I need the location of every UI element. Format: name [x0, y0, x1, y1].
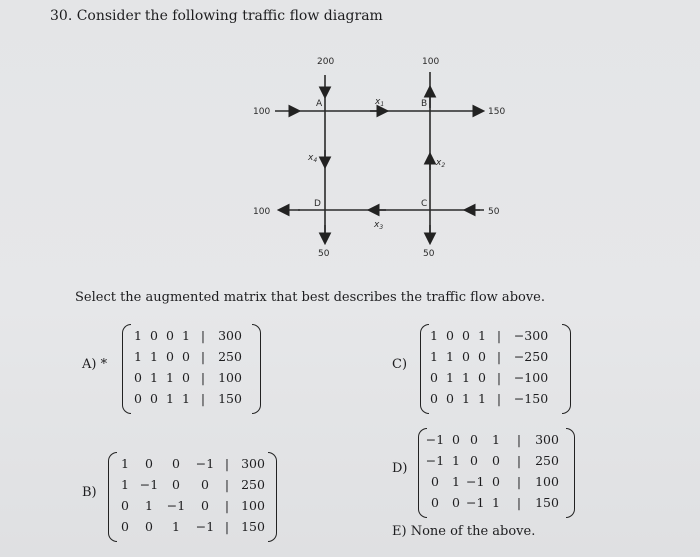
matrix-entry: 1 [462, 370, 470, 385]
option-b-matrix[interactable] [108, 452, 278, 544]
matrix-entry: 1 [452, 453, 460, 468]
matrix-entry: 1 [121, 477, 129, 492]
matrix-row [420, 391, 572, 411]
matrix-entry: 0 [150, 391, 158, 406]
question-number: 30. [50, 8, 73, 24]
matrix-entry: −300 [513, 328, 549, 343]
augment-bar: | [516, 495, 522, 510]
option-e[interactable]: E) None of the above. [392, 524, 536, 539]
matrix-row [122, 349, 262, 369]
augment-bar: | [516, 453, 522, 468]
augment-bar: | [224, 498, 230, 513]
matrix-entry: 1 [134, 328, 142, 343]
matrix-entry: 150 [218, 391, 242, 406]
augment-bar: | [200, 391, 206, 406]
matrix-entry: −1 [425, 453, 445, 468]
matrix-row [108, 519, 278, 539]
matrix-entry: 1 [452, 474, 460, 489]
augment-bar: | [224, 477, 230, 492]
matrix-row [108, 456, 278, 476]
matrix-entry: 1 [430, 328, 438, 343]
matrix-entry: 0 [492, 453, 500, 468]
matrix-entry: 0 [470, 432, 478, 447]
matrix-entry: 0 [150, 328, 158, 343]
matrix-row [420, 370, 572, 390]
matrix-entry: 250 [218, 349, 242, 364]
matrix-row [418, 474, 576, 494]
correct-mark: * [100, 357, 108, 372]
option-d-matrix[interactable] [418, 428, 576, 520]
matrix-entry: 0 [446, 391, 454, 406]
matrix-entry: 1 [446, 349, 454, 364]
matrix-entry: 0 [446, 328, 454, 343]
var-x3: $x_3$ [374, 220, 384, 231]
matrix-entry: 0 [121, 498, 129, 513]
node-a: A [316, 99, 323, 109]
matrix-entry: 1 [150, 349, 158, 364]
augment-bar: | [200, 328, 206, 343]
augment-bar: | [496, 370, 502, 385]
matrix-entry: 1 [150, 370, 158, 385]
matrix-row [418, 495, 576, 515]
augment-bar: | [200, 349, 206, 364]
matrix-entry: −1 [466, 495, 485, 510]
matrix-entry: 1 [182, 391, 190, 406]
matrix-row [420, 328, 572, 348]
matrix-entry: 0 [478, 349, 486, 364]
matrix-entry: 0 [182, 370, 190, 385]
label-top-right-100: 100 [422, 57, 440, 67]
matrix-entry: 0 [172, 456, 180, 471]
matrix-entry: 100 [535, 474, 559, 489]
matrix-entry: 0 [172, 477, 180, 492]
matrix-entry: 0 [145, 519, 153, 534]
matrix-entry: 0 [462, 328, 470, 343]
option-d-label[interactable]: D) [392, 461, 408, 476]
matrix-entry: 150 [241, 519, 265, 534]
augment-bar: | [496, 391, 502, 406]
matrix-entry: 100 [218, 370, 242, 385]
matrix-entry: 300 [218, 328, 242, 343]
augment-bar: | [496, 349, 502, 364]
var-x4: $x_4$ [308, 153, 318, 164]
matrix-row [418, 453, 576, 473]
option-c-matrix[interactable] [420, 324, 572, 416]
matrix-row [122, 328, 262, 348]
question-prompt: Select the augmented matrix that best describes the traffic flow above. [75, 290, 546, 305]
matrix-entry: 1 [446, 370, 454, 385]
matrix-entry: −1 [139, 477, 159, 492]
matrix-entry: 0 [452, 432, 460, 447]
matrix-entry: 1 [166, 391, 174, 406]
matrix-entry: −1 [195, 519, 215, 534]
label-right-bottom-50: 50 [488, 207, 500, 217]
matrix-entry: −1 [166, 498, 186, 513]
augment-bar: | [224, 456, 230, 471]
label-bottom-left-50: 50 [318, 249, 330, 259]
label-left-top-100: 100 [253, 107, 271, 117]
matrix-entry: 1 [462, 391, 470, 406]
matrix-entry: 0 [462, 349, 470, 364]
matrix-entry: 300 [535, 432, 559, 447]
augment-bar: | [224, 519, 230, 534]
matrix-row [420, 349, 572, 369]
matrix-entry: −250 [513, 349, 549, 364]
matrix-entry: 0 [478, 370, 486, 385]
matrix-entry: 0 [121, 519, 129, 534]
matrix-entry: 0 [452, 495, 460, 510]
matrix-entry: 0 [430, 370, 438, 385]
matrix-entry: 0 [431, 474, 439, 489]
node-c: C [421, 199, 428, 209]
matrix-entry: 1 [166, 370, 174, 385]
matrix-entry: 1 [121, 456, 129, 471]
matrix-row [108, 477, 278, 497]
matrix-entry: 0 [134, 370, 142, 385]
question-text: Consider the following traffic flow diagram [76, 8, 383, 24]
matrix-entry: 1 [478, 391, 486, 406]
node-b: B [421, 99, 428, 109]
augment-bar: | [200, 370, 206, 385]
matrix-entry: −1 [466, 474, 485, 489]
matrix-entry: −150 [513, 391, 549, 406]
matrix-entry: 0 [145, 456, 153, 471]
label-top-left-200: 200 [317, 57, 335, 67]
augment-bar: | [496, 328, 502, 343]
matrix-entry: 1 [492, 432, 500, 447]
augment-bar: | [516, 432, 522, 447]
matrix-entry: 0 [430, 391, 438, 406]
option-c-label[interactable]: C) [392, 357, 408, 372]
matrix-entry: 0 [201, 477, 209, 492]
matrix-entry: 0 [166, 349, 174, 364]
option-b-label[interactable]: B) [82, 485, 97, 500]
option-a-matrix[interactable] [122, 324, 262, 416]
matrix-entry: 1 [172, 519, 180, 534]
matrix-entry: 300 [241, 456, 265, 471]
matrix-entry: 1 [145, 498, 153, 513]
matrix-row [418, 432, 576, 452]
matrix-entry: 1 [182, 328, 190, 343]
matrix-entry: 0 [470, 453, 478, 468]
label-bottom-right-50: 50 [423, 249, 435, 259]
var-x1: $x_1$ [375, 97, 385, 108]
matrix-entry: 0 [431, 495, 439, 510]
matrix-entry: 1 [134, 349, 142, 364]
matrix-row [122, 370, 262, 390]
option-a-label[interactable]: A) * [82, 357, 108, 372]
matrix-entry: 0 [492, 474, 500, 489]
matrix-entry: 0 [166, 328, 174, 343]
matrix-row [108, 498, 278, 518]
matrix-entry: 0 [182, 349, 190, 364]
matrix-entry: −1 [425, 432, 445, 447]
matrix-entry: 150 [535, 495, 559, 510]
matrix-entry: 250 [241, 477, 265, 492]
matrix-entry: −100 [513, 370, 549, 385]
matrix-entry: 0 [201, 498, 209, 513]
label-right-top-150: 150 [488, 107, 506, 117]
label-left-bottom-100: 100 [253, 207, 271, 217]
matrix-row [122, 391, 262, 411]
matrix-entry: −1 [195, 456, 215, 471]
matrix-entry: 250 [535, 453, 559, 468]
matrix-entry: 1 [492, 495, 500, 510]
node-d: D [314, 199, 321, 209]
matrix-entry: 1 [478, 328, 486, 343]
matrix-entry: 1 [430, 349, 438, 364]
augment-bar: | [516, 474, 522, 489]
matrix-entry: 100 [241, 498, 265, 513]
var-x2: $x_2$ [436, 158, 446, 169]
matrix-entry: 0 [134, 391, 142, 406]
